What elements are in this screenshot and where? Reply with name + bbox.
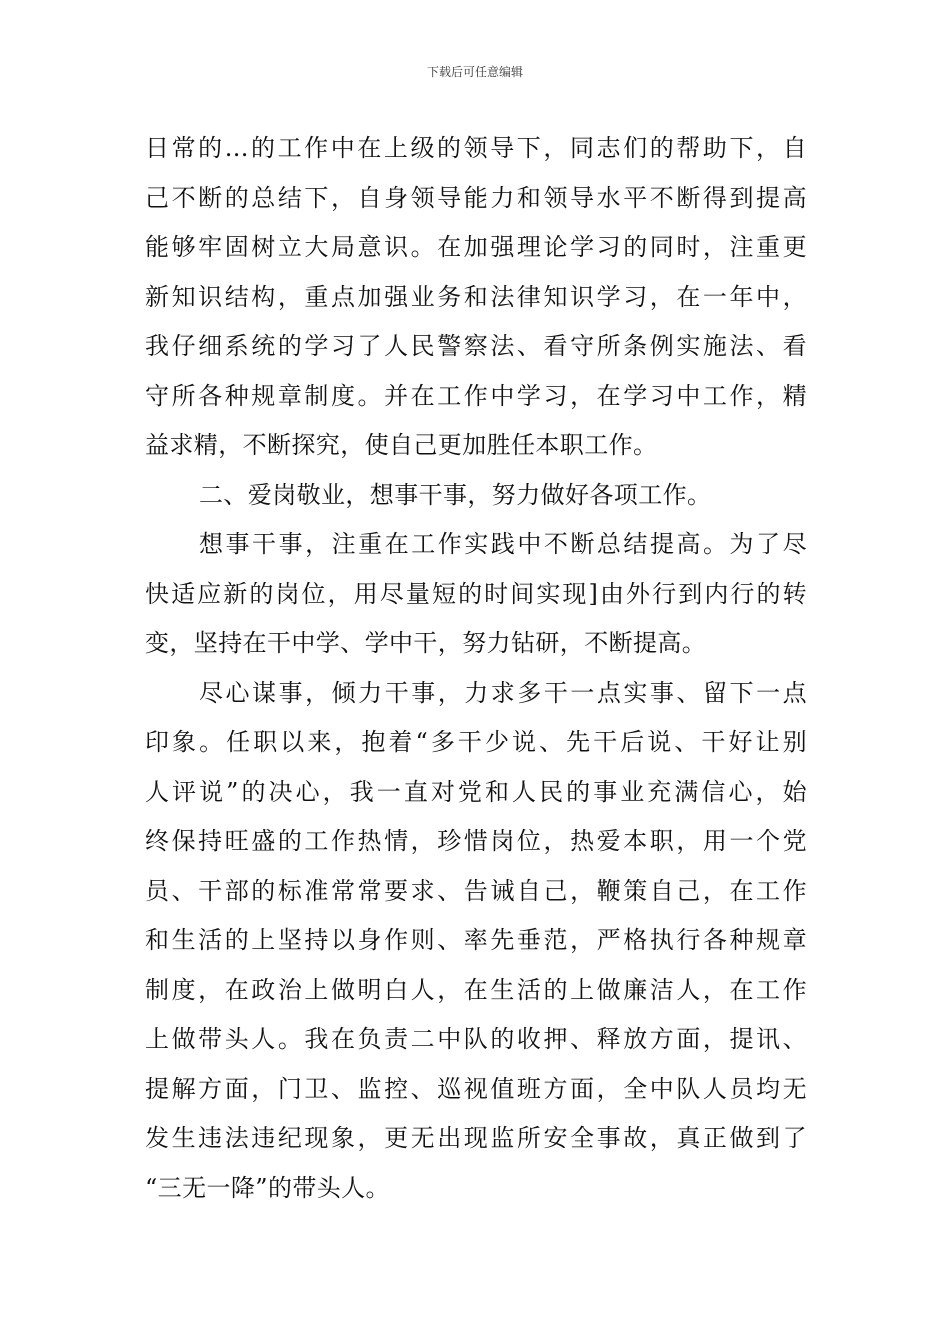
text-line: 上做带头人。我在负责二中队的收押、释放方面，提讯、 [145,1025,807,1053]
page-header: 下载后可任意编辑 [426,65,523,79]
document-body [145,124,807,1213]
text-line: 新知识结构，重点加强业务和法律知识学习，在一年中， [145,282,807,311]
text-line: 想事干事，注重在工作实践中不断总结提高。为了尽 [199,530,807,558]
text-line: 变，坚持在干中学、学中干，努力钻研，不断提高。 [145,629,707,657]
text-line: 提解方面，门卫、监控、巡视值班方面，全中队人员均无 [145,1074,807,1103]
text-line: 日常的...的工作中在上级的领导下，同志们的帮助下，自 [145,134,807,162]
text-line: 制度，在政治上做明白人，在生活的上做廉洁人，在工作 [145,975,807,1004]
text-line: 快适应新的岗位，用尽量短的时间实现]由外行到内行的转 [145,579,807,608]
text-line: 终保持旺盛的工作热情，珍惜岗位，热爱本职，用一个党 [145,827,807,855]
text-line: 能够牢固树立大局意识。在加强理论学习的同时，注重更 [145,233,807,261]
text-line: 发生违法违纪现象，更无出现监所安全事故，真正做到了 [145,1124,807,1152]
text-line: 我仔细系统的学习了人民警察法、看守所条例实施法、看 [145,332,807,360]
text-line: 印象。任职以来，抱着“多干少说、先干后说、干好让别 [145,728,807,756]
text-line: 尽心谋事，倾力干事，力求多干一点实事、留下一点 [199,678,807,707]
text-line: 二、爱岗敬业，想事干事，努力做好各项工作。 [199,480,712,509]
text-line: “三无一降”的带头人。 [145,1173,390,1202]
text-line: 守所各种规章制度。并在工作中学习，在学习中工作，精 [145,381,807,410]
text-line: 人评说”的决心，我一直对党和人民的事业充满信心，始 [145,777,807,806]
text-line: 益求精，不断探究，使自己更加胜任本职工作。 [145,431,658,459]
text-line: 和生活的上坚持以身作则、率先垂范，严格执行各种规章 [145,926,807,954]
text-line: 员、干部的标准常常要求、告诫自己，鞭策自己，在工作 [145,876,807,905]
text-line: 己不断的总结下，自身领导能力和领导水平不断得到提高 [145,183,807,212]
